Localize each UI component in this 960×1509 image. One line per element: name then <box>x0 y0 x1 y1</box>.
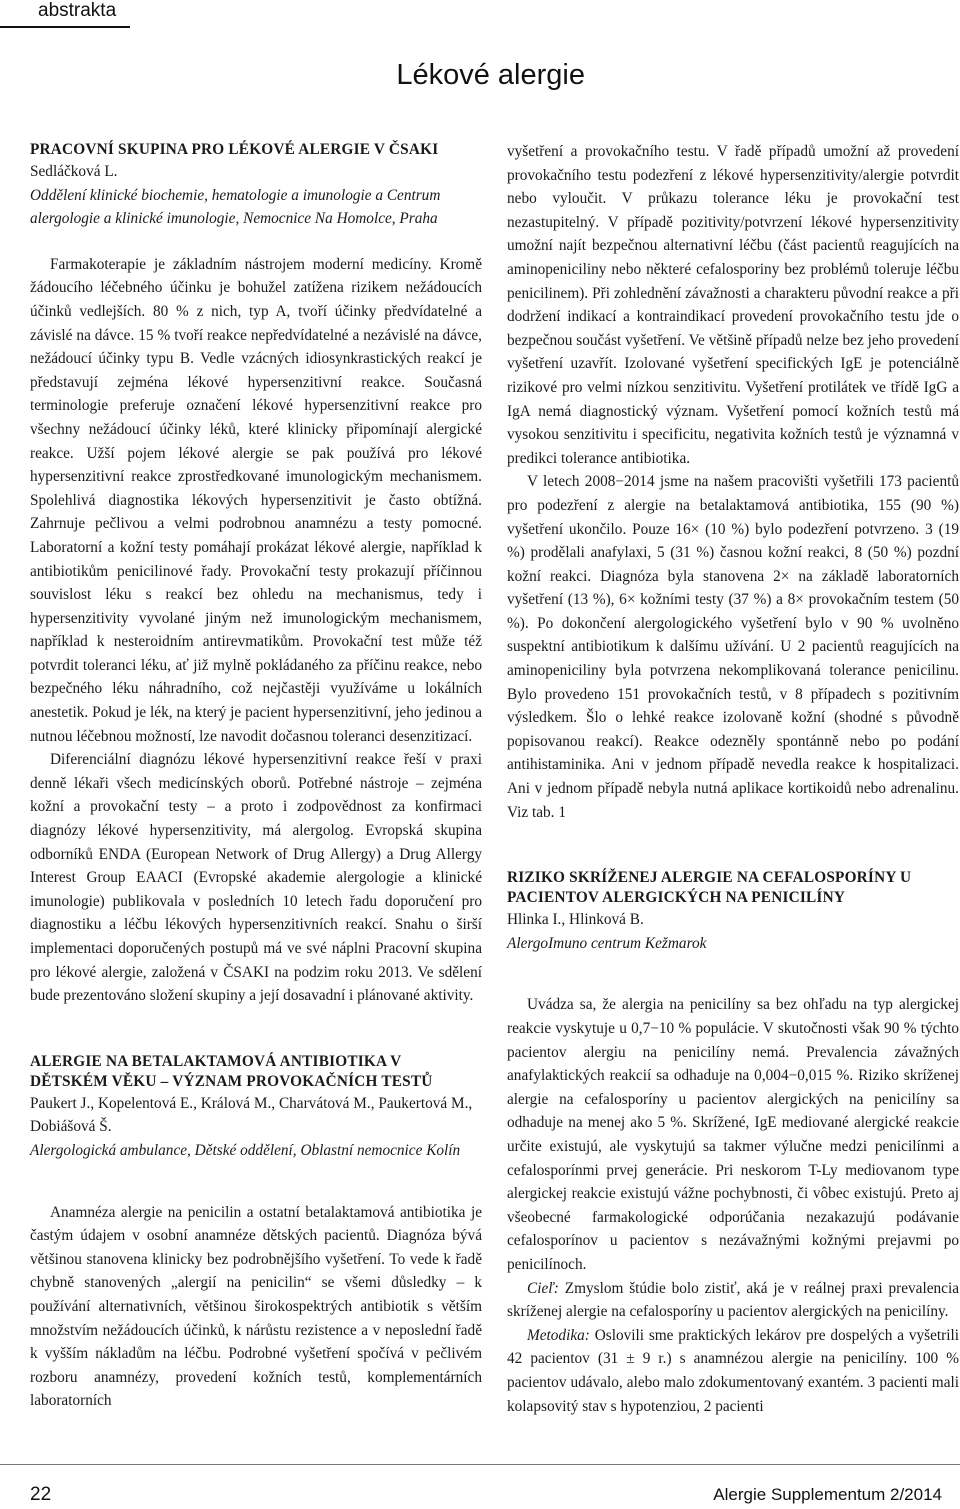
abstract-paragraph: Farmakoterapie je základním nástrojem moderní medicíny. Kromě žádoucího léčebného účinku je bohužel zatížena rizikem nežádoucích účinků vedlejších. 80 % z nich, typ A, tvoří účinky předvídatelné a závislé na dávce. 15 % tvoří reakce nepředvídatelné a nezávislé na dávce, nežádoucí účinky typu B. Vedle vzácných idiosynkrastických reakcí je představují zejména lékové hypersenzitivní reakce. Současná terminologie preferuje označení lékové hypersenzitivní reakce pro všechny nežádoucí účinky léků, které klinicky připomínají alergické reakce. Užší pojem lékové alergie se pak používá pro lékové hypersenzitivní reakce zprostředkované imunologickým mechanismem. Spolehlivá diagnostika lékových hypersenzitivit je často obtížná. Zahrnuje pečlivou a velmi podrobnou anamnézu a testy pomocné. Laboratorní a kožní testy pomáhají prokázat lékové alergie, například k antibiotikům penicilinové řady. Provokační testy prokazují příčinnou souvislost léku s reakcí bez ohledu na mechanismus, tedy i hypersenzitivity vyvolané jiným než imunologickým mechanismem, například k nesteroidním antirevmatikům. Provokační test může též potvrdit toleranci léku, ať již mylně pokládaného za příčinu reakce, nebo bezpečného léku náhradního, což nejčastěji využíváme u lokálních anestetik. Pokud je lék, na který je pacient hypersenzitivní, jeho jedinou a nutnou léčebnou možností, lze navodit dočasnou toleranci desenzitizací. <box>30 255 482 745</box>
abstract-affiliation: AlergoImuno centrum Kežmarok <box>507 934 707 952</box>
left-column <box>30 140 482 1413</box>
abstract-affiliation: Alergologická ambulance, Dětské oddělení, Oblastní nemocnice Kolín <box>30 1141 461 1159</box>
footer-rule <box>0 1464 960 1465</box>
journal-name: Alergie Supplementum 2/2014 <box>713 1485 942 1504</box>
abstract-title: ALERGIE NA BETALAKTAMOVÁ ANTIBIOTIKA V DĚTSKÉM VĚKU – VÝZNAM PROVOKAČNÍCH TESTŮ <box>30 1052 433 1090</box>
abstract-cefalosporiny <box>507 868 959 1418</box>
abstract-authors: Paukert J., Kopelentová E., Králová M., Charvátová M., Paukertová M., Dobiášová Š. <box>30 1094 473 1136</box>
right-column <box>507 140 959 1418</box>
abstract-affiliation: Oddělení klinické biochemie, hematologie a imunologie a Centrum alergologie a klinické imunologie, Nemocnice Na Homolce, Praha <box>30 186 441 228</box>
abstract-paragraph: Anamnéza alergie na penicilin a ostatní betalaktamová antibiotika je častým údajem v osobní anamnéze dětských pacientů. Diagnóza bývá většinou stanovena klinicky bez podrobnějšího vyšetření. To vede k řadě chybně stanovených „alergií na penicilin“ se všemi důsledky – k používání alternativních, většinou širokospektrých antibiotik s větším množstvím nežádoucích účinků, k nárůstu rezistence a v neposlední řadě k vyšším nákladům na léčbu. Podrobné vyšetření spočívá v pečlivém rozboru anamnézy, provedení kožních testů, komplementárních laboratorních <box>30 1203 482 1410</box>
page-title: Lékové alergie <box>396 59 585 92</box>
abstract-paragraph: vyšetření a provokačního testu. V řadě případů umožní až provedení provokačního testu podezření z lékové hypersenzitivity/alergie potvrdit nebo vyloučit. V průkazu tolerance léku je provokační test nezastupitelný. V případě pozitivity/potvrzení lékové hypersenzitivity umožní najít bezpečnou alternativní léčbu (část pacientů reagujících na aminopeniciliny nebo některé cefalosporiny bez problémů toleruje léčbu penicilinem). Při zohlednění závažnosti a charakteru původní reakce a při dodržení indikací a kontraindikací provedení provokačního testu jde o bezpečnou součást vyšetření. Ve většině případů nelze bez jeho provedení vyšetření uzavřít. Izolované vyšetření specifických IgE je potenciálně rizikové pro velmi nízkou senzitivitu. Vyšetření protilátek ve třídě IgG a IgA nemá diagnostický význam. Vyšetření pomocí kožních testů má vysokou senzitivitu i specificitu, negativita kožních testů je významná v predikci tolerance antibiotika. <box>507 143 959 467</box>
top-bar <box>0 0 960 26</box>
abstract-paragraph: Diferenciální diagnózu lékové hypersenzitivní reakce řeší v praxi denně lékaři všech medicínských oborů. Potřebné nástroje – zejména kožní a provokační testy – a proto i zodpovědnost za konfirmaci diagnózy lékové hypersenzitivity, má alergolog. Evropská skupina odborníků ENDA (European Network of Drug Allergy) a Drug Allergy Interest Group EAACI (Evropské akademie alergologie a klinické imunologie) publikovala v posledních 10 letech řadu doporučení pro diagnostiku a léčbu lékových hypersenzitivních reakcí. Snahu o širší implementaci doporučených postupů má ve své náplni Pracovní skupina pro lékové alergie, založená v ČSAKI na podzim roku 2013. Ve sdělení bude prezentováno složení skupiny a její dosavadní i plánované aktivity. <box>30 751 482 1005</box>
abstract-paragraph: Uvádza sa, že alergia na penicilíny sa bez ohľadu na typ alergickej reakcie vyskytuje u 0,7−10 % populácie. V skutočnosti však 90 % týchto pacientov alergiu na penicilíny nemá. Prevalencia závažných anafylaktických reakcií sa odhaduje na 0,004−0,015 %. Riziko skríženej alergie na cefalosporíny u pacientov alergických na penicilíny sa odhaduje na menej ako 5 %. Skrížené, IgE mediované alergické reakcie určite existujú, ale vyskytujú sa takmer výlučne medzi penicilínmi a cefalosporínmi prvej generácie. Pri neskorom T-Ly mediovanom type alergickej reakcie existujú vážne pochybnosti, či vôbec existujú. Preto aj všeobecné farmakologické odporúčania nezakazujú podávanie cefalosporínov u pacientov s nezávažnými kožnými prejavmi po penicilínoch. <box>507 996 959 1273</box>
abstract-paragraph <box>507 1324 959 1418</box>
abstract-authors: Hlinka I., Hlinková B. <box>507 911 644 929</box>
abstract-paragraph: V letech 2008−2014 jsme na našem pracovišti vyšetřili 173 pacientů pro podezření z alergie na betalaktamová antibiotika, 155 (90 %) vyšetření ukončilo. Pouze 16× (10 %) bylo podezření potvrzeno. 3 (19 %) prodělali anafylaxi, 5 (31 %) časnou kožní reakci, 8 (50 %) pozdní kožní reakci. Diagnóza byla stanovena 2× na základě laboratorních vyšetření (13 %), 6× kožními testy (37 %) a 8× provokačním testem (50 %). Po dokončení alergologického vyšetření bylo v 90 % uvolněno suspektní antibiotikum k dalšímu užívání. U 2 pacientů reagujících na aminopeniciliny byla potvrzena nekomplikovaná tolerance penicilinu. Bylo provedeno 151 provokačních testů, v 8 případech s pozitivním výsledkem. Šlo o lehké reakce izolovaně kožní (shodné s původně popisovanou reakcí). Reakce odezněly spontánně nebo po podání antihistaminika. Ani v jednom případě nevedla reakce k hospitalizaci. Ani v jednom případě nebyla nutná aplikace kortikoidů nebo adrenalinu. Viz tab. 1 <box>507 473 959 821</box>
page-number: 22 <box>30 1484 52 1505</box>
method-label: Metodika: <box>527 1326 590 1344</box>
section-tag: abstrakta <box>0 0 130 28</box>
abstract-authors: Sedláčková L. <box>30 163 118 180</box>
aim-label: Cieľ: <box>527 1279 559 1297</box>
method-text: Oslovili sme praktických lekárov pre dospelých a vyšetrili 42 pacientov (31 ± 9 r.) s anamnézou alergie na penicilíny. 100 % pacientov udávalo, alebo malo zdokumentovaný exantém. 3 pacienti mali kolapsovitý stav s hypotenziou, 2 pacienti <box>507 1326 959 1415</box>
abstract-title: PRACOVNÍ SKUPINA PRO LÉKOVÉ ALERGIE V ČSAKI <box>30 141 439 158</box>
abstract-paragraph <box>507 1277 959 1324</box>
abstract-skupina <box>30 140 482 1008</box>
abstract-betalaktamy <box>30 1052 482 1413</box>
abstract-title: RIZIKO SKRÍŽENEJ ALERGIE NA CEFALOSPORÍNY U PACIENTOV ALERGICKÝCH NA PENICILÍNY <box>507 869 912 907</box>
abstract-betalaktamy-continued <box>507 140 959 824</box>
aim-text: Zmyslom štúdie bolo zistiť, aká je v reálnej praxi prevalencia skríženej alergie na cefalosporíny u pacientov alergických na penicilíny. <box>507 1279 959 1321</box>
